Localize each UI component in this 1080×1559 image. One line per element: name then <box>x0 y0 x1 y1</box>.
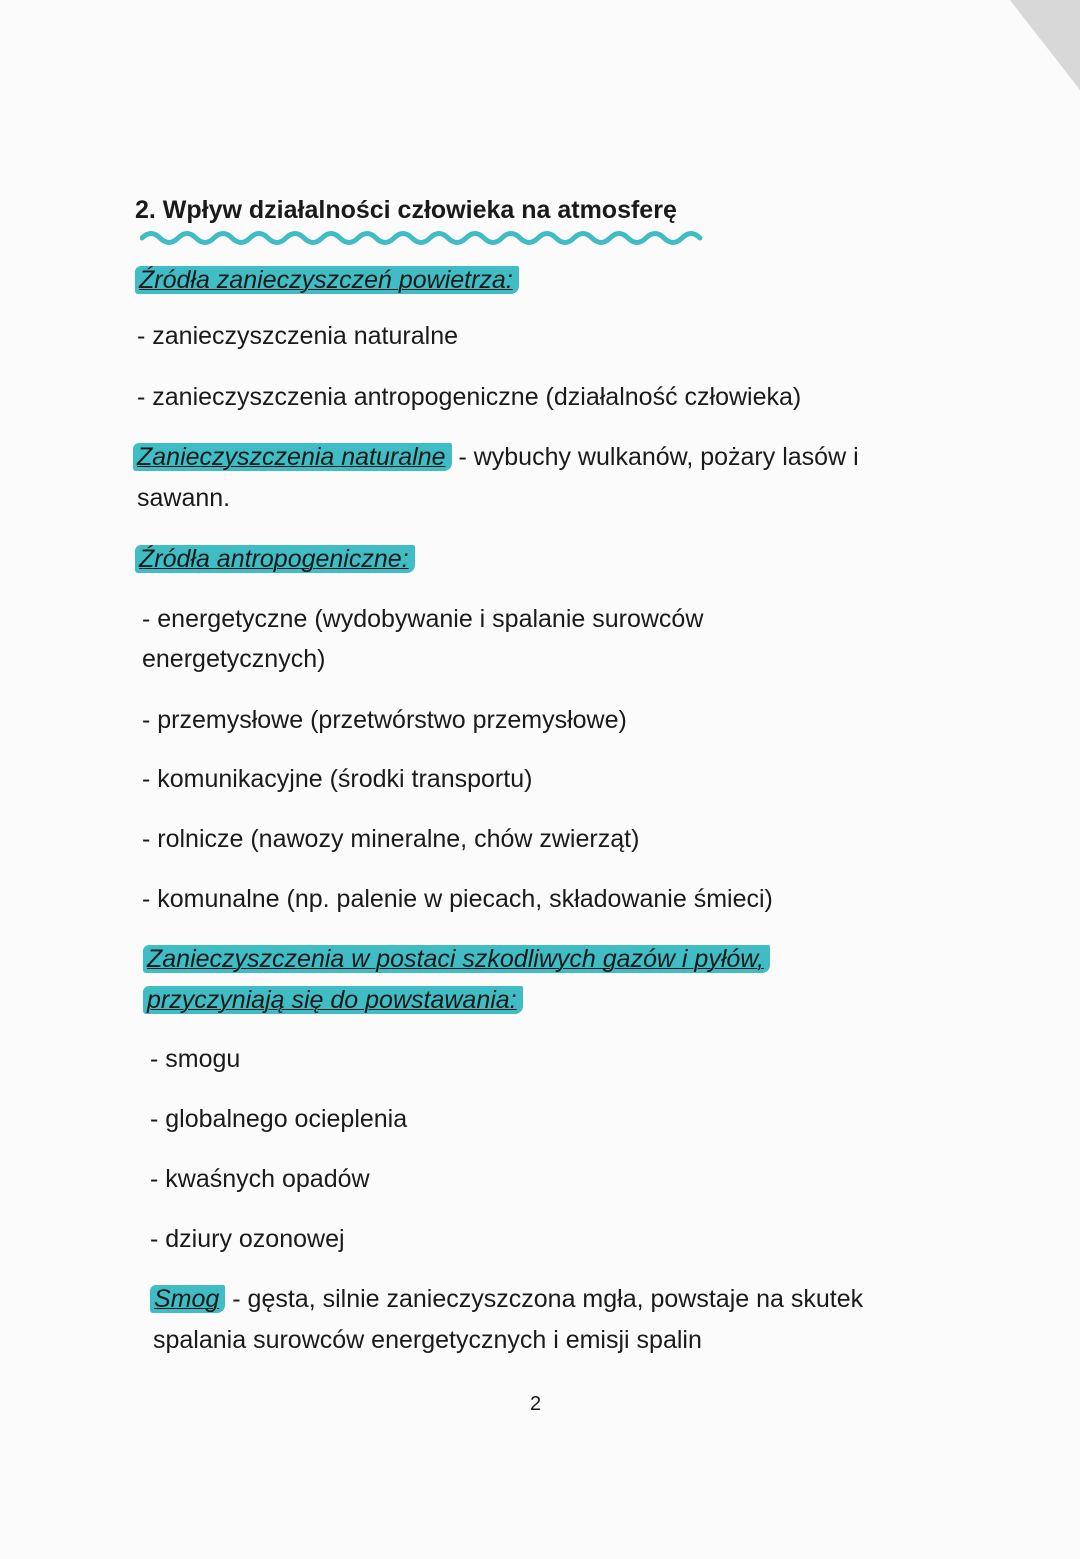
natural-def-continuation: sawann. <box>137 484 231 512</box>
list-item: - zanieczyszczenia naturalne <box>137 322 458 350</box>
page-number: 2 <box>530 1393 542 1415</box>
smog-def-text: - gęsta, silnie zanieczyszczona mgła, powstaje na skutek <box>232 1285 864 1313</box>
title-underline-squiggle <box>140 228 720 250</box>
natural-def-text: - wybuchy wulkanów, pożary lasów i <box>458 443 859 471</box>
highlighted-heading: Źródła antropogeniczne: <box>135 545 415 573</box>
smog-term: Smog <box>150 1285 225 1313</box>
natural-term: Zanieczyszczenia naturalne <box>133 443 452 471</box>
sources-heading <box>135 266 519 295</box>
list-item: - dziury ozonowej <box>150 1225 345 1253</box>
list-item: - rolnicze (nawozy mineralne, chów zwierząt) <box>142 825 640 853</box>
highlighted-heading: Źródła zanieczyszczeń powietrza: <box>135 266 519 294</box>
list-item: - przemysłowe (przetwórstwo przemysłowe) <box>142 706 627 734</box>
list-item: - komunikacyjne (środki transportu) <box>142 765 533 793</box>
list-item-continuation: energetycznych) <box>142 645 326 673</box>
list-item: - energetyczne (wydobywanie i spalanie surowców <box>142 605 704 633</box>
highlighted-heading: przyczyniają się do powstawania: <box>143 986 523 1014</box>
effects-heading-line-1 <box>143 945 770 974</box>
highlighted-heading: Zanieczyszczenia w postaci szkodliwych gazów i pyłów, <box>143 945 770 973</box>
anthro-heading <box>135 545 415 574</box>
page-title: 2. Wpływ działalności człowieka na atmosferę <box>135 196 677 224</box>
folded-corner <box>950 0 1080 100</box>
list-item: - smogu <box>150 1045 241 1073</box>
smog-definition <box>150 1285 863 1314</box>
natural-definition <box>133 443 859 472</box>
list-item: - kwaśnych opadów <box>150 1165 370 1193</box>
list-item: - zanieczyszczenia antropogeniczne (działalność człowieka) <box>137 383 802 411</box>
list-item: - globalnego ocieplenia <box>150 1105 408 1133</box>
smog-def-continuation: spalania surowców energetycznych i emisji spalin <box>153 1326 702 1354</box>
list-item: - komunalne (np. palenie w piecach, składowanie śmieci) <box>142 885 773 913</box>
effects-heading-line-2 <box>143 986 523 1015</box>
